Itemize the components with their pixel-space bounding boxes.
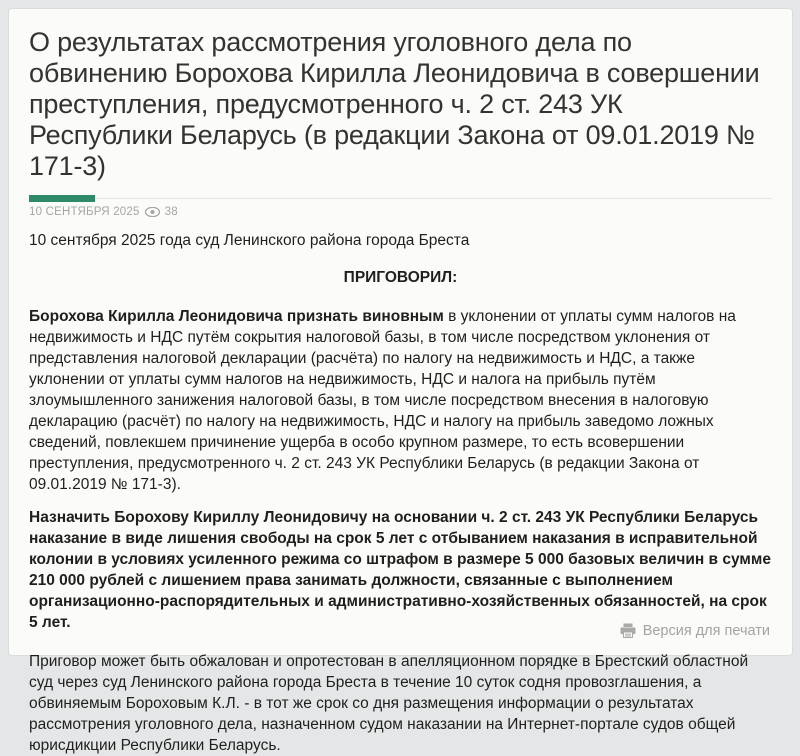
conviction-paragraph: [29, 306, 772, 495]
views-count: 38: [164, 206, 178, 218]
publish-date: 10 СЕНТЯБРЯ 2025: [29, 206, 140, 218]
green-accent-bar: [29, 195, 95, 202]
conviction-bold-lead: Борохова Кирилла Леонидовича признать виновным: [29, 308, 444, 325]
verdict-heading: ПРИГОВОРИЛ:: [343, 269, 458, 286]
article-body: [29, 230, 772, 756]
printer-icon: [620, 623, 636, 638]
sentence-paragraph: Назначить Борохову Кириллу Леонидовичу на основании ч. 2 ст. 243 УК Республики Беларусь наказание в виде лишения свободы на срок 5 лет с отбыванием наказания в исправительной колонии в условиях усиленного режима со штрафом в размере 5 000 базовых величин в сумме 210 000 рублей с лишением права занимать должности, связанные с выполнением организационно-распорядительных и административно-хозяйственных обязанностей, на срок 5 лет.: [29, 509, 771, 631]
print-label: Версия для печати: [642, 622, 770, 639]
appeal-paragraph: Приговор может быть обжалован и опротестован в апелляционном порядке в Брестский областной суд через суд Ленинского района города Бреста в течение 10 суток содня провозглашения, а обвиняемым Бороховым К.Л. - в тот же срок со дня размещения информации о результатах рассмотрения уголовного дела, назначенном судом наказании на Интернет-портале судов общей юрисдикции Республики Беларусь.: [29, 653, 749, 754]
eye-icon: [145, 207, 160, 217]
article-card: [8, 8, 793, 754]
title-divider: [29, 192, 772, 199]
print-link[interactable]: [620, 623, 770, 639]
article-title: О результатах рассмотрения уголовного дела по обвинению Борохова Кирилла Леонидовича в совершении преступления, предусмотренного ч. 2 ст. 243 УК Республики Беларусь (в редакции Закона от 09.01.2019 № 171-3): [29, 27, 760, 181]
article-meta: [29, 206, 772, 218]
intro-paragraph: 10 сентября 2025 года суд Ленинского района города Бреста: [29, 232, 470, 249]
print-row: [620, 623, 770, 644]
conviction-text: в уклонении от уплаты сумм налогов на недвижимость и НДС путём сокрытия налоговой базы, в том числе посредством уклонения от представления налоговой декларации (расчёта) по налогу на недвижимость и НДС, а также уклонении от уплаты сумм налогов на недвижимость, НДС и налога на прибыль путём злоумышленного занижения налоговой базы, в том числе посредством внесения в налоговую декларацию (расчёт) по налогу на недвижимость, НДС и налогу на прибыль заведомо ложных сведений, повлекшем причинение ущерба в особо крупном размере, то есть всовершении преступления, предусмотренного ч. 2 ст. 243 УК Республики Беларусь (в редакции Закона от 09.01.2019 № 171-3).: [29, 308, 736, 493]
